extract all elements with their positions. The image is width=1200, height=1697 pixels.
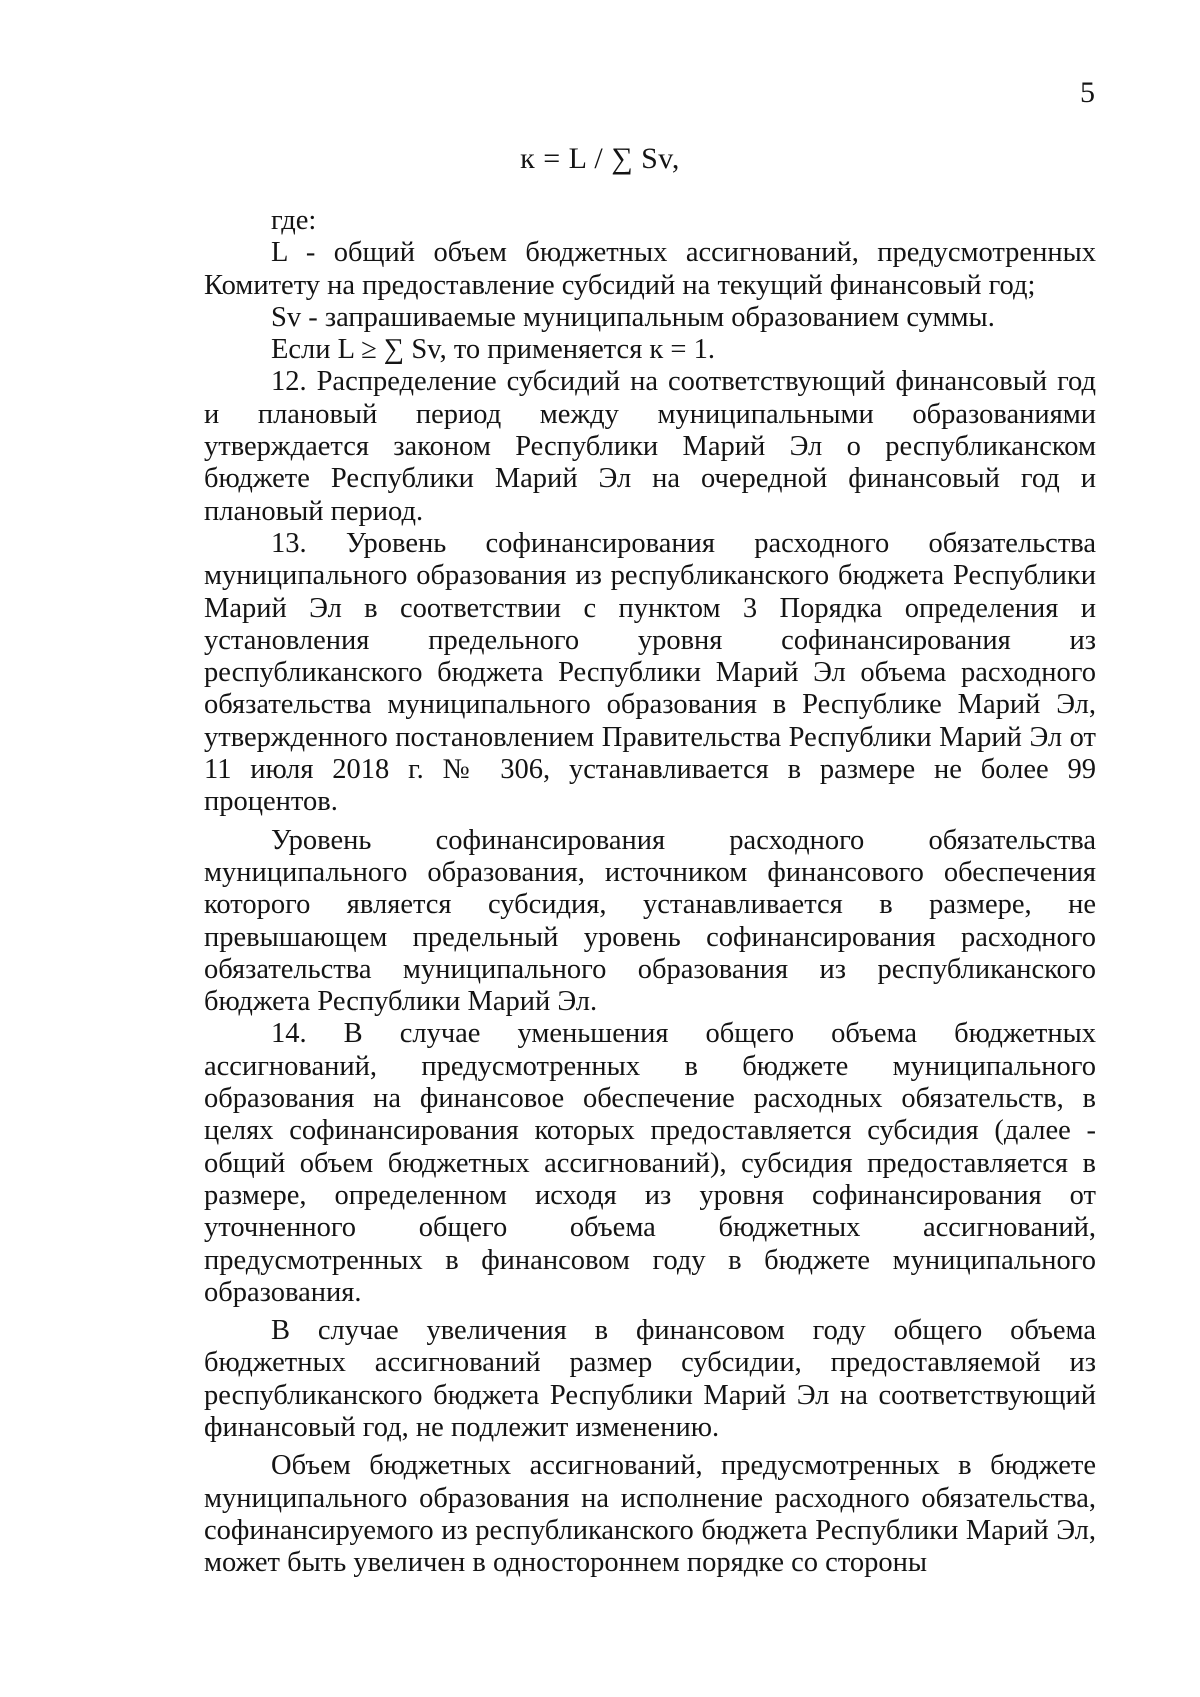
paragraph-condition: Если L ≥ ∑ Sv, то применяется к = 1. bbox=[271, 334, 715, 366]
formula: к = L / ∑ Sv, bbox=[520, 142, 680, 175]
page-number: 5 bbox=[1080, 76, 1095, 109]
paragraph-increase-case: В случае увеличения в финансовом году общего объема бюджетных ассигнований размер субсидии, предоставляемой из республиканского бюджета Республики Марий Эл на соответствующий финансовый год, не подлежит изменению. bbox=[204, 1315, 1096, 1443]
paragraph-where: где: bbox=[271, 205, 317, 236]
paragraph-item-12: 12. Распределение субсидий на соответствующий финансовый год и плановый период между муниципальными образованиями утверждается законом Республики Марий Эл о республиканском бюджете Республики Марий Эл на очередной финансовый год и плановый период. bbox=[204, 366, 1096, 527]
paragraph-item-14: 14. В случае уменьшения общего объема бюджетных ассигнований, предусмотренных в бюджете муниципального образования на финансовое обеспечение расходных обязательств, в целях софинансирования которых предоставляется субсидия (далее - общий объем бюджетных ассигнований), субсидия предоставляется в размере, определенном исходя из уровня софинансирования от уточненного общего объема бюджетных ассигнований, предусмотренных в финансовом году в бюджете муниципального образования. bbox=[204, 1018, 1096, 1308]
paragraph-budget-volume: Объем бюджетных ассигнований, предусмотренных в бюджете муниципального образования на исполнение расходного обязательства, софинансируемого из республиканского бюджета Республики Марий Эл, может быть увеличен в одностороннем порядке со стороны bbox=[204, 1450, 1096, 1579]
document-body bbox=[204, 205, 1096, 1579]
paragraph-definition-l: L - общий объем бюджетных ассигнований, предусмотренных Комитету на предоставление субсидий на текущий финансовый год; bbox=[204, 237, 1096, 301]
paragraph-definition-sv: Sv - запрашиваемые муниципальным образованием суммы. bbox=[271, 301, 995, 333]
paragraph-cofinancing-level: Уровень софинансирования расходного обязательства муниципального образования, источником финансового обеспечения которого является субсидия, устанавливается в размере, не превышающем предельный уровень софинансирования расходного обязательства муниципального образования из республиканского бюджета Республики Марий Эл. bbox=[204, 824, 1096, 1018]
paragraph-item-13: 13. Уровень софинансирования расходного обязательства муниципального образования из республиканского бюджета Республики Марий Эл в соответствии с пунктом 3 Порядка определения и установления предельного уровня софинансирования из республиканского бюджета Республики Марий Эл объема расходного обязательства муниципального образования в Республике Марий Эл, утвержденного постановлением Правительства Республики Марий Эл от 11 июля 2018 г. № 306, устанавливается в размере не более 99 процентов. bbox=[204, 527, 1096, 818]
